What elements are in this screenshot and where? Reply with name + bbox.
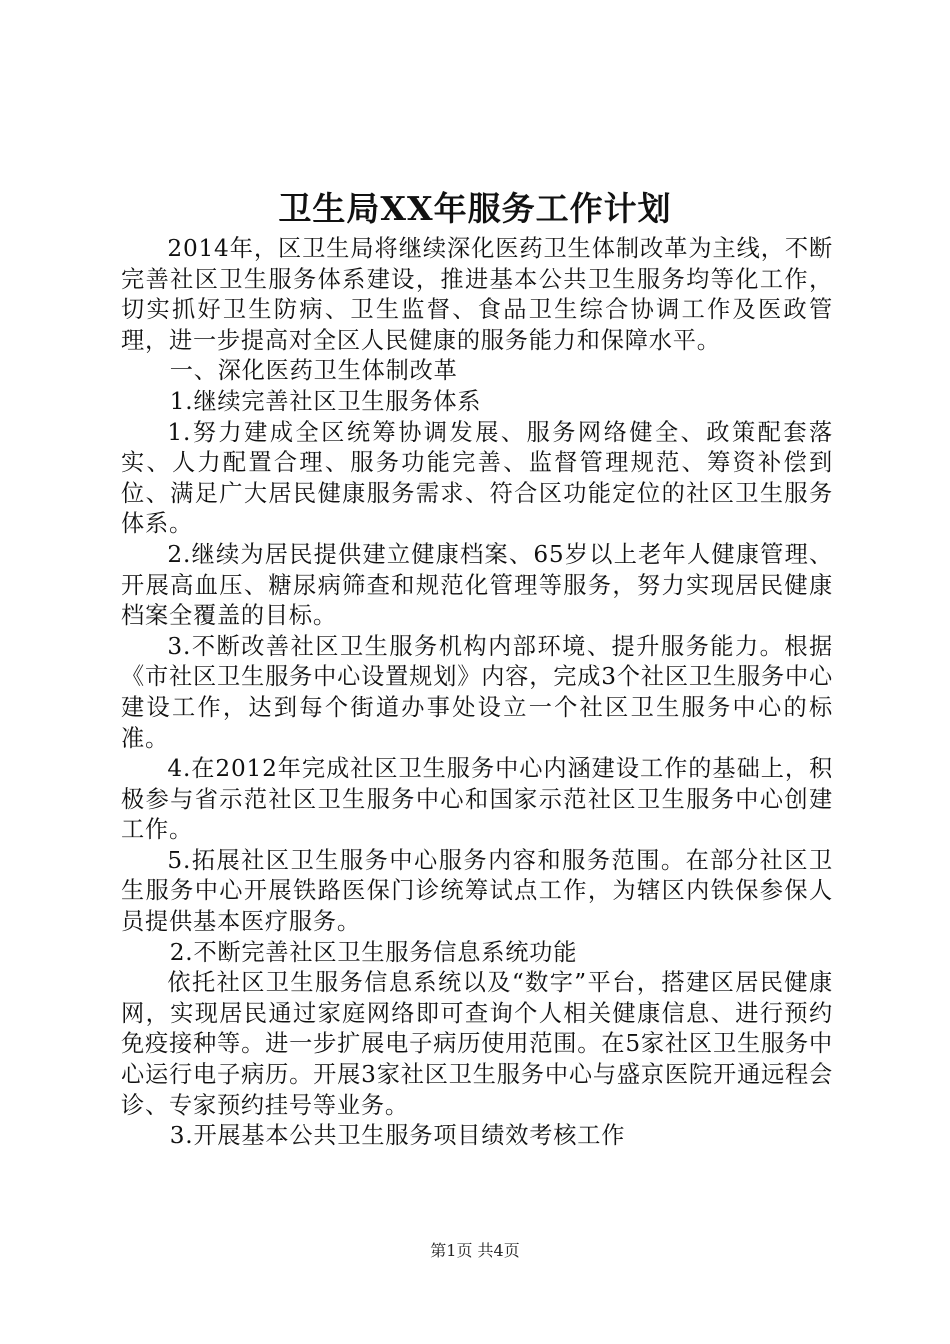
subsection-heading-1: 1.继续完善社区卫生服务体系 (169, 387, 482, 415)
section-heading-1: 一、深化医药卫生体制改革 (169, 357, 458, 385)
page-footer: 第1页 共4页 (430, 1241, 520, 1260)
subsection-heading-3: 3.开展基本公共卫生服务项目绩效考核工作 (169, 1122, 626, 1150)
document-title: 卫生局XX年服务工作计划 (278, 189, 672, 228)
paragraph-item-3: 3.不断改善社区卫生服务机构内部环境、提升服务能力。根据《市社区卫生服务中心设置规划》内容，完成3个社区卫生服务中心建设工作，达到每个街道办事处设立一个社区卫生服务中心的标准。 (121, 632, 833, 752)
paragraph-info-system: 依托社区卫生服务信息系统以及“数字”平台，搭建区居民健康网，实现居民通过家庭网络即可查询个人相关健康信息、进行预约免疫接种等。进一步扩展电子病历使用范围。在5家社区卫生服务中心运行电子病历。开展3家社区卫生服务中心与盛京医院开通远程会诊、专家预约挂号等业务。 (121, 969, 833, 1119)
paragraph-item-1: 1.努力建成全区统筹协调发展、服务网络健全、政策配套落实、人力配置合理、服务功能完善、监督管理规范、筹资补偿到位、满足广大居民健康服务需求、符合区功能定位的社区卫生服务体系。 (121, 418, 833, 538)
document-body (121, 234, 833, 1152)
paragraph-item-5: 5.拓展社区卫生服务中心服务内容和服务范围。在部分社区卫生服务中心开展铁路医保门诊统筹试点工作，为辖区内铁保参保人员提供基本医疗服务。 (121, 846, 833, 936)
subsection-heading-2: 2.不断完善社区卫生服务信息系统功能 (169, 938, 578, 966)
paragraph-item-4: 4.在2012年完成社区卫生服务中心内涵建设工作的基础上，积极参与省示范社区卫生服务中心和国家示范社区卫生服务中心创建工作。 (121, 755, 833, 844)
paragraph-item-2: 2.继续为居民提供建立健康档案、65岁以上老年人健康管理、开展高血压、糖尿病筛查和规范化管理等服务，努力实现居民健康档案全覆盖的目标。 (121, 540, 833, 630)
paragraph-intro: 2014年，区卫生局将继续深化医药卫生体制改革为主线，不断完善社区卫生服务体系建设，推进基本公共卫生服务均等化工作，切实抓好卫生防病、卫生监督、食品卫生综合协调工作及医政管理，进一步提高对全区人民健康的服务能力和保障水平。 (121, 235, 833, 354)
